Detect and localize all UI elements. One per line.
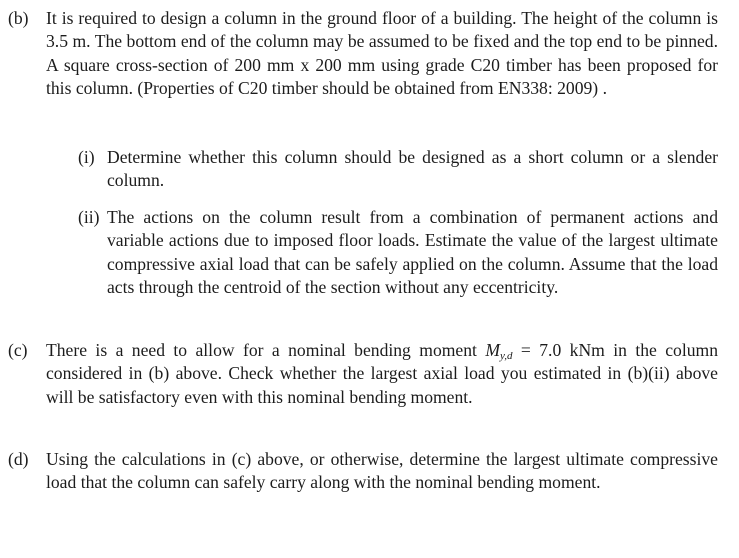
sub-ii-label: (ii) xyxy=(78,207,100,227)
part-c-text xyxy=(46,339,718,409)
part-d-text: Using the calculations in (c) above, or otherwise, determine the largest ultimate compressive load that the column can safely carry along with the nominal bending moment. xyxy=(46,449,718,493)
part-b-label: (b) xyxy=(8,8,29,28)
part-d-label: (d) xyxy=(8,449,29,469)
part-b xyxy=(8,7,718,101)
moment-symbol: M xyxy=(485,340,500,360)
part-d xyxy=(8,448,718,495)
sub-ii-text: The actions on the column result from a combination of permanent actions and variable actions due to imposed floor loads. Estimate the value of the largest ultimate compressive axial load that can be safely applied on the column. Assume that the load acts through the centroid of the section without any eccentricity. xyxy=(107,207,718,298)
part-c-label: (c) xyxy=(8,340,28,360)
part-c-text-after: = 7.0 kNm in the column considered in (b) above. Check whether the largest axial load you estimated in (b)(ii) above will be satisfactory even with this nominal bending moment. xyxy=(46,340,718,407)
moment-symbol-subscript: y,d xyxy=(499,350,513,362)
part-b-sub-ii xyxy=(78,206,718,300)
part-c-text-before: There is a need to allow for a nominal bending moment xyxy=(46,340,486,360)
part-b-text: It is required to design a column in the ground floor of a building. The height of the column is 3.5 m. The bottom end of the column may be assumed to be fixed and the top end to be pinned. A square cross-section of 200 mm x 200 mm using grade C20 timber has been proposed for this column. (Properties of C20 timber should be obtained from EN338: 2009) . xyxy=(46,8,718,99)
sub-i-text: Determine whether this column should be designed as a short column or a slender column. xyxy=(107,147,718,191)
part-b-sub-i xyxy=(78,146,718,193)
part-c xyxy=(8,339,718,409)
sub-i-label: (i) xyxy=(78,147,95,167)
